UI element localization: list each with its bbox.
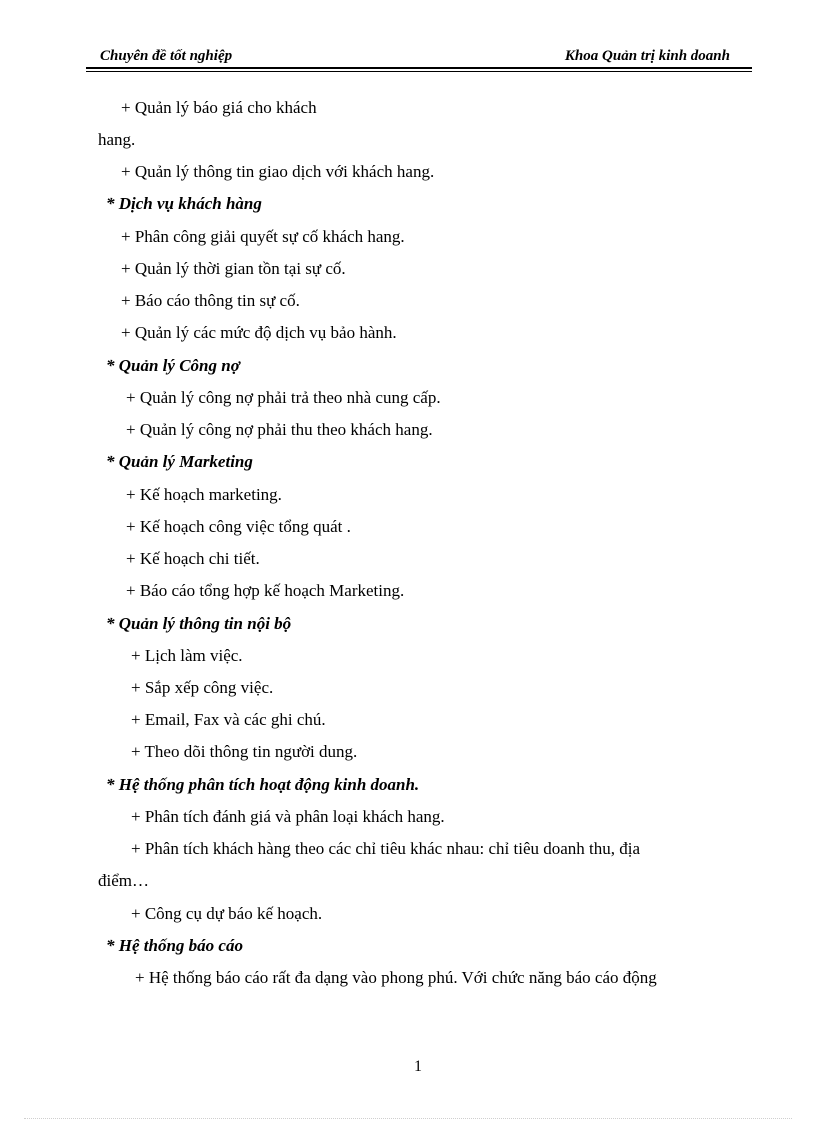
bullet-item: + Báo cáo thông tin sự cố. [121, 291, 300, 310]
bullet-item: + Sắp xếp công việc. [131, 678, 274, 697]
bullet-item: + Hệ thống báo cáo rất đa dạng vào phong phú. Với chức năng báo cáo động [135, 968, 657, 987]
header-left-title: Chuyên đề tốt nghiệp [100, 48, 233, 64]
section-heading: * Hệ thống báo cáo [106, 936, 243, 955]
bullet-item: + Email, Fax và các ghi chú. [131, 710, 326, 729]
bullet-item: + Quản lý thời gian tồn tại sự cố. [121, 259, 346, 278]
bullet-item: + Phân tích khách hàng theo các chỉ tiêu khác nhau: chỉ tiêu doanh thu, địa [131, 839, 641, 858]
bullet-item: + Theo dõi thông tin người dung. [131, 742, 358, 761]
bullet-item: + Phân công giải quyết sự cố khách hang. [121, 227, 405, 246]
page-number: 1 [414, 1058, 422, 1075]
bullet-item: + Lịch làm việc. [131, 646, 243, 665]
section-heading: * Quản lý thông tin nội bộ [106, 614, 292, 633]
text-line: điểm… [98, 871, 149, 890]
bullet-item: + Công cụ dự báo kế hoạch. [131, 904, 323, 923]
bullet-item: + Kế hoạch công việc tổng quát . [126, 517, 351, 536]
bullet-item: + Phân tích đánh giá và phân loại khách hang. [131, 807, 445, 826]
bullet-item: + Quản lý công nợ phải trả theo nhà cung cấp. [126, 388, 441, 407]
section-heading: * Dịch vụ khách hàng [106, 194, 262, 213]
page-header [86, 47, 752, 69]
bullet-item: + Quản lý các mức độ dịch vụ bảo hành. [121, 323, 397, 342]
section-heading: * Hệ thống phân tích hoạt động kinh doanh. [106, 775, 420, 794]
bullet-item: + Kế hoạch chi tiết. [126, 549, 260, 568]
page-bottom-divider [24, 1118, 792, 1119]
header-rule [86, 71, 752, 72]
header-right-title: Khoa Quản trị kinh doanh [564, 48, 730, 64]
section-heading: * Quản lý Công nợ [106, 356, 240, 375]
bullet-item: + Quản lý báo giá cho khách [121, 98, 317, 117]
section-heading: * Quản lý Marketing [106, 452, 253, 471]
bullet-item: + Báo cáo tổng hợp kế hoạch Marketing. [126, 581, 405, 600]
text-line: hang. [98, 130, 136, 149]
bullet-item: + Kế hoạch marketing. [126, 485, 282, 504]
bullet-item: + Quản lý công nợ phải thu theo khách hang. [126, 420, 433, 439]
bullet-item: + Quản lý thông tin giao dịch với khách hang. [121, 162, 435, 181]
